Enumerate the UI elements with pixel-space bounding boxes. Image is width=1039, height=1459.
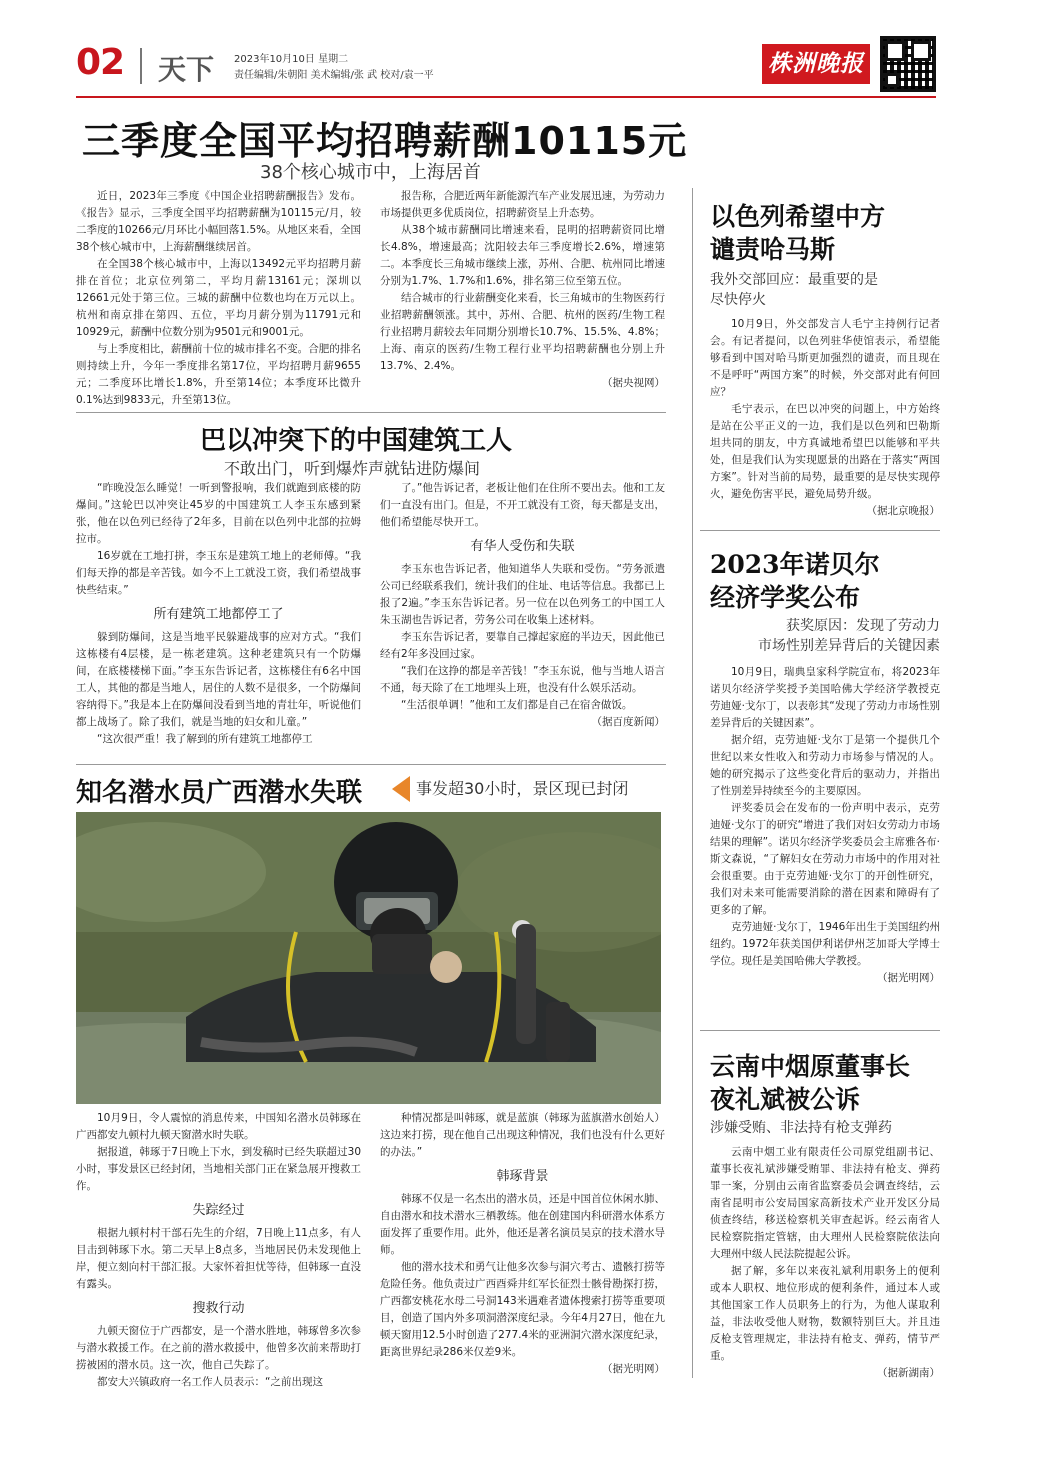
paragraph: 报告称，合肥近两年新能源汽车产业发展迅速，为劳动力市场提供更多优质岗位，招聘薪资呈上升态势。 [380,190,665,219]
article3-col2 [380,1110,665,1378]
paragraph: 都安大兴镇政府一名工作人员表示：“之前出现这 [97,1376,323,1388]
date-line: 2023年10月10日 星期二 [234,54,349,65]
paragraph: 据报道，韩琢于7日晚上下水，到发稿时已经失联超过30小时，事发景区已经封闭，当地相关部门正在紧急展开搜救工作。 [76,1146,361,1192]
paragraph: 在全国38个核心城市中，上海以13492元平均招聘月薪排在首位；北京位列第二，平均月薪13161元；深圳以12661元处于第三位。三城的薪酬中位数也均在万元以上。杭州和南京排在第四、五位，平均月薪分别为11791元和10929元，薪酬中位数分别为9501元和9001元。 [76,258,361,338]
paragraph: “这次很严重！我了解到的所有建筑工地都停工 [97,733,313,745]
paragraph: 16岁就在工地打拼，李玉东是建筑工地上的老师傅。“我们每天挣的都是辛苦钱。如今不上工就没工资，我们希望战事快些结束。” [76,550,361,596]
diver-photo [76,812,661,1104]
paragraph: 躲到防爆间，这是当地平民躲避战事的应对方式。“我们这栋楼有4层楼，是一栋老建筑。这种老建筑只有一个防爆间，在底楼楼梯下面。”李玉东告诉记者，这栋楼住有6名中国工人，其他的都是当地人，居住的人数不是很多，一个防爆间容纳得下。”我是本上在防爆间没看到当地的青壮年，听说他们都上战场了。除了我们，就是当地的妇女和儿童。” [76,631,361,728]
divider-a1-a2 [76,412,666,413]
newspaper-logo: 株洲晚报 [762,44,870,84]
paragraph: 云南中烟工业有限责任公司原党组副书记、董事长夜礼斌涉嫌受贿罪、非法持有枪支、弹药罪一案，分别由云南省监察委员会调查终结，云南省昆明市公安局国家高新技术产业开发区分局侦查终结，移送检察机关审查起诉。经云南省人民检察院指定管辖，由大理州人民检察院依法向大理州中级人民法院提起公诉。 [710,1146,940,1260]
paragraph: 10月9日，令人震惊的消息传来，中国知名潜水员韩琢在广西都安九顿村九顿天窗潜水时失联。 [76,1112,361,1141]
paragraph: 了。”他告诉记者，老板让他们在住所不要出去。他和工友们一直没有出门。但是，不开工就没有工资，每天都是支出，他们希望能尽快开工。 [380,482,665,528]
paragraph: 10月9日，瑞典皇家科学院宣布，将2023年诺贝尔经济学奖授予美国哈佛大学经济学教授克劳迪娅·戈尔丁，以表彰其“发现了劳动力市场性别差异背后的关键因素”。 [710,666,940,729]
side3-subhead [710,1118,940,1138]
paragraph: 评奖委员会在发布的一份声明中表示，克劳迪娅·戈尔丁的研究“增进了我们对妇女劳动力市场结果的理解”。诺贝尔经济学奖委员会主席雅各布·斯文森说，“了解妇女在劳动力市场中的作用对社会很重要。由于克劳迪娅·戈尔丁的开创性研究，我们对未来可能需要消除的潜在因素和障碍有了更多的了解。 [710,802,940,916]
paragraph: 种情况都是叫韩琢，就是蓝旗（韩琢为蓝旗潜水创始人）这边来打捞，现在他自己出现这种情况，我们也没有什么更好的办法。” [380,1112,665,1158]
diver-illustration [76,812,661,1104]
article2-col1 [76,480,361,748]
side1-subhead [710,270,940,310]
headline-line: 以色列希望中方 [710,202,886,231]
paragraph: 韩琢不仅是一名杰出的潜水员，还是中国首位休闲水肺、自由潜水和技术潜水三栖教练。他在创建国内科研潜水体系方面发挥了重要作用。此外，他还是著名演员吴京的技术潜水导师。 [380,1193,665,1256]
article1-col2 [380,188,665,392]
subhead-line: 我外交部回应：最重要的是 [710,272,878,288]
paragraph: 据了解，多年以来夜礼斌利用职务上的便利或本人职权、地位形成的便利条件，通过本人或其他国家工作人员职务上的行为，为他人谋取利益，非法收受他人财物，数额特别巨大。并且违反枪支管理规定，非法持有枪支、弹药，情节严重。 [710,1265,940,1362]
divider-side2-side3 [700,1030,940,1031]
paragraph: 毛宁表示，在巴以冲突的问题上，中方始终是站在公平正义的一边，我们是以色列和巴勒斯坦共同的朋友，中方真诚地希望巴以能够和平共处，但是我们认为实现愿景的出路在于落实“两国方案”。针对当前的局势，最重要的是尽快实现停火，避免伤害平民，避免局势升级。 [710,403,940,500]
headline-line: 谴责哈马斯 [710,235,836,264]
column-rule-right [692,188,693,1378]
article1-headline: 三季度全国平均招聘薪酬10115元 [82,119,688,163]
source-credit: （据光明网） [877,972,940,984]
section-subtitle: 搜救行动 [192,1301,245,1316]
paragraph: “生活很单调！”他和工友们都是自己在宿舍做饭。 [401,699,633,711]
article3-col1 [76,1110,361,1391]
editor-line: 责任编辑/朱朝阳 美术编辑/张 武 校对/袁一平 [234,70,434,81]
side3-body [710,1144,940,1382]
headline-line: 经济学奖公布 [710,583,861,612]
paragraph: “我们在这挣的都是辛苦钱！”李玉东说，他与当地人语言不通，每天除了在工地埋头上班，也没有什么娱乐活动。 [380,665,665,694]
source-credit: （据光明网） [602,1363,665,1375]
page-number: 02 [76,42,125,83]
article2-headline: 巴以冲突下的中国建筑工人 [200,426,513,456]
article2-col2 [380,480,665,731]
source-credit: （据央视网） [602,377,665,389]
side1-headline [710,200,940,266]
paragraph: 与上季度相比，薪酬前十位的城市排名不变。合肥的排名则持续上升，今年一季度排名第17位，平均招聘月薪9655元；二季度环比增长1.8%，升至第14位；本季度环比微升0.1%达到9833元，升至第13位。 [76,343,361,406]
side2-headline [710,548,940,614]
paragraph: 李玉东也告诉记者，他知道华人失联和受伤。“劳务派遣公司已经联系我们，统计我们的住址、电话等信息。我都已上报了2遍。”李玉东告诉记者。另一位在以色列务工的中国工人朱玉湖也告诉记者，劳务公司在收集上述材料。 [380,563,665,626]
section-subtitle: 有华人受伤和失联 [470,539,575,554]
paragraph: “昨晚没怎么睡觉！一听到警报响，我们就跑到底楼的防爆间。”这轮巴以冲突让45岁的中国建筑工人李玉东感到紧张，他在以色列已经待了2年多，目前在以色列中北部的拉姆拉市。 [76,482,361,545]
article3-subhead: 事发超30小时，景区现已封闭 [416,779,629,798]
headline-line: 2023年诺贝尔 [710,550,880,579]
paragraph: 从38个城市薪酬同比增速来看，昆明的招聘薪资同比增长4.8%，增速最高；沈阳较去年三季度增长2.6%，增速第二。本季度长三角城市继续上涨，苏州、合肥、杭州同比增速分别为1.7%、1.7%和1.6%，排名第三位至第五位。 [380,224,665,287]
subhead-line: 市场性别差异背后的关键因素 [758,638,940,654]
qr-code-icon [880,36,936,92]
side2-body [710,664,940,987]
divider-side1-side2 [700,530,940,531]
masthead-rule [76,96,936,98]
subhead-line: 获奖原因：发现了劳动力 [786,618,940,634]
section-subtitle: 韩琢背景 [496,1169,549,1184]
source-credit: （据新湖南） [877,1367,940,1379]
paragraph: 据介绍，克劳迪娅·戈尔丁是第一个提供几个世纪以来女性收入和劳动力市场参与情况的人。她的研究揭示了这些变化背后的驱动力，并指出了性别差异持续至今的主要原因。 [710,734,940,797]
paragraph: 他的潜水技术和勇气让他多次参与洞穴考古、遗骸打捞等危险任务。他负责过广西酉舜井红军长征烈士骸骨勘探打捞，广西都安桃花水母二号洞143米遇难者遗体搜索打捞等重要项目，创造了国内外多项洞潜深度纪录。今年4月27日，他在九顿天窗用12.5小时创造了277.4米的亚洲洞穴潜水深度纪录，距离世界纪录286米仅差9米。 [380,1261,665,1358]
masthead-divider [140,48,142,84]
side2-subhead [710,616,940,656]
side3-headline [710,1050,942,1116]
paragraph: 近日，2023年三季度《中国企业招聘薪酬报告》发布。《报告》显示，三季度全国平均招聘薪酬为10115元/月，较二季度的10266元/月环比小幅回落1.5%。从地区来看，全国38个核心城市中，上海薪酬继续居首。 [76,190,361,253]
section-subtitle: 失踪经过 [192,1203,245,1218]
headline-line: 夜礼斌被公诉 [710,1085,861,1114]
arrow-icon [392,776,410,802]
paragraph: 结合城市的行业薪酬变化来看，长三角城市的生物医药行业招聘薪酬领涨。其中，苏州、合肥、杭州的医药/生物工程行业招聘月薪较去年同期分别增长10.7%、15.5%、4.8%；上海、南京的医药/生物工程行业平均招聘薪酬也分别上升13.7%、2.4%。 [380,292,665,372]
source-credit: （据百度新闻） [591,716,665,728]
headline-line: 云南中烟原董事长 [710,1052,911,1081]
paragraph: 克劳迪娅·戈尔丁，1946年出生于美国纽约州纽约。1972年获美国伊利诺伊州芝加哥大学博士学位。现任是美国哈佛大学教授。 [710,921,940,967]
paragraph: 根据九顿村村干部石先生的介绍，7日晚上11点多，有人目击到韩琢下水。第二天早上8点多，当地居民仍未发现他上岸，便立刻向村干部汇报。大家怀着担忧等待，但韩琢一直没有露头。 [76,1227,361,1290]
section-name: 天下 [158,53,215,86]
article2-subhead: 不敢出门，听到爆炸声就钻进防爆间 [224,459,481,478]
subhead-line: 尽快停火 [710,292,766,308]
article3-headline: 知名潜水员广西潜水失联 [76,778,363,808]
section-subtitle: 所有建筑工地都停工了 [153,607,284,622]
side1-body [710,316,940,520]
divider-a2-a3 [76,764,666,765]
subhead-line: 涉嫌受贿、非法持有枪支弹药 [710,1120,892,1136]
article1-subhead: 38个核心城市中，上海居首 [260,162,481,183]
paragraph: 九顿天窗位于广西都安，是一个潜水胜地，韩琢曾多次参与潜水救援工作。在之前的潜水救援中，他曾多次前来帮助打捞被困的潜水员。这一次，他自己失踪了。 [76,1325,361,1371]
article1-col1 [76,188,361,409]
masthead [0,30,1039,100]
paragraph: 10月9日，外交部发言人毛宁主持例行记者会。有记者提问，以色列驻华使馆表示，希望能够看到中国对哈马斯更加强烈的谴责，而且现在不是呼吁“两国方案”的时候，外交部对此有何回应？ [710,318,940,398]
source-credit: （据北京晚报） [866,505,940,517]
paragraph: 李玉东告诉记者，要靠自己撑起家庭的半边天，因此他已经有2年多没回过家。 [380,631,665,660]
